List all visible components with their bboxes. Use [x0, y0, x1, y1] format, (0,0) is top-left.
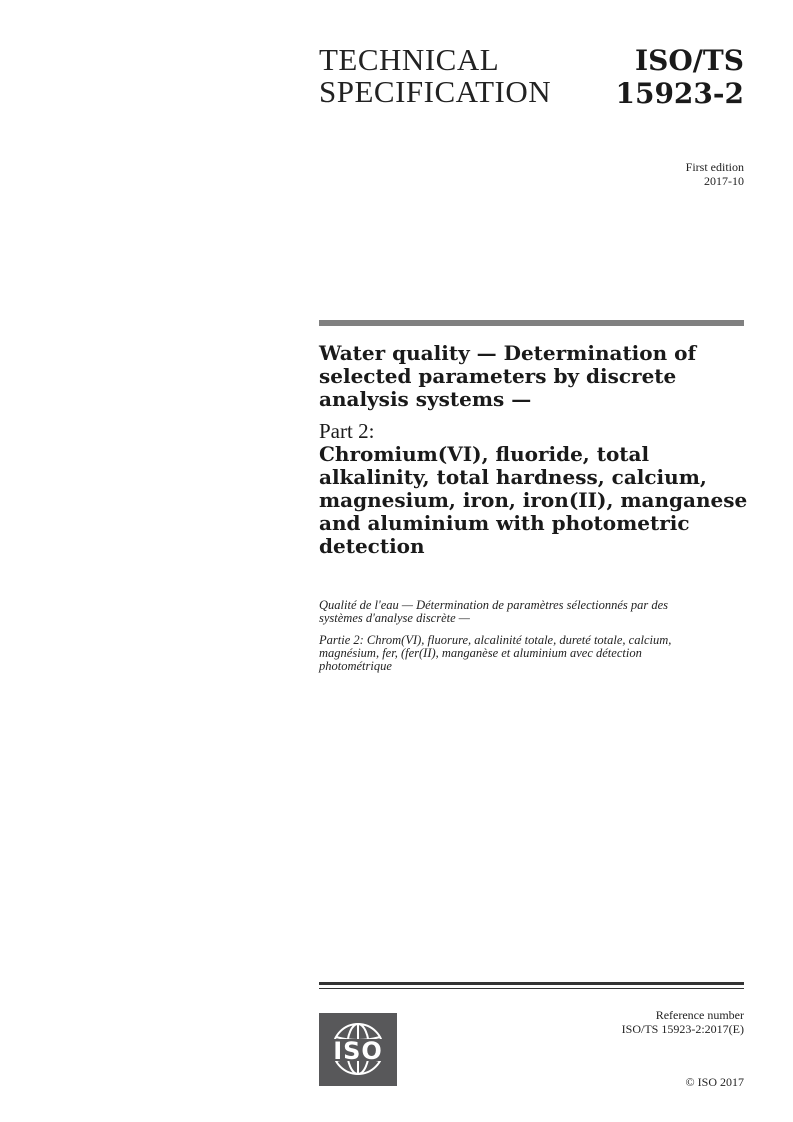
french-title-block	[319, 599, 749, 682]
french-part-title-line: magnésium, fer, (fer(II), manganèse et aluminium avec détection	[319, 646, 642, 660]
copyright-notice: © ISO 2017	[685, 1075, 744, 1089]
footer-separator-rules	[319, 982, 744, 989]
main-title-line: analysis systems —	[319, 387, 532, 411]
document-type-line-1: TECHNICAL	[319, 42, 500, 77]
reference-number: ISO/TS 15923-2:2017(E)	[621, 1022, 744, 1036]
document-number-line-1: ISO/TS	[635, 44, 744, 77]
reference-label: Reference number	[655, 1008, 744, 1022]
french-part-title	[319, 634, 749, 673]
main-title-line: selected parameters by discrete	[319, 364, 677, 388]
french-part-title-line: photométrique	[319, 659, 392, 673]
footer-rule-thick	[319, 982, 744, 985]
document-type	[319, 44, 551, 108]
iso-logo	[319, 1013, 397, 1086]
document-number-line-2: 15923-2	[615, 77, 744, 110]
english-title-block	[319, 342, 749, 558]
main-title-line: Water quality — Determination of	[319, 341, 697, 365]
french-main-title-line: Qualité de l'eau — Détermination de paramètres sélectionnés par des	[319, 598, 669, 612]
part-title	[319, 443, 749, 558]
document-number	[615, 44, 744, 110]
part-title-line: magnesium, iron, iron(II), manganese	[319, 488, 748, 512]
edition-date: 2017-10	[704, 174, 744, 188]
french-main-title	[319, 599, 749, 625]
part-title-line: detection	[319, 534, 425, 558]
part-label: Part 2:	[319, 419, 375, 443]
french-part-title-line: Partie 2: Chrom(VI), fluorure, alcalinité totale, dureté totale, calcium,	[319, 633, 672, 647]
part-title-line: Chromium(VI), fluoride, total	[319, 442, 650, 466]
footer-rule-thin	[319, 988, 744, 989]
edition-info	[686, 160, 744, 188]
part-title-line: alkalinity, total hardness, calcium,	[319, 465, 707, 489]
edition-label: First edition	[685, 160, 744, 174]
iso-logo-text: ISO	[333, 1037, 383, 1065]
part-title-line: and aluminium with photometric	[319, 511, 690, 535]
french-main-title-line: systèmes d'analyse discrète —	[319, 611, 470, 625]
main-title	[319, 342, 749, 411]
document-type-line-2: SPECIFICATION	[319, 74, 552, 109]
reference-block	[622, 1008, 744, 1036]
title-separator-rule	[319, 320, 744, 326]
